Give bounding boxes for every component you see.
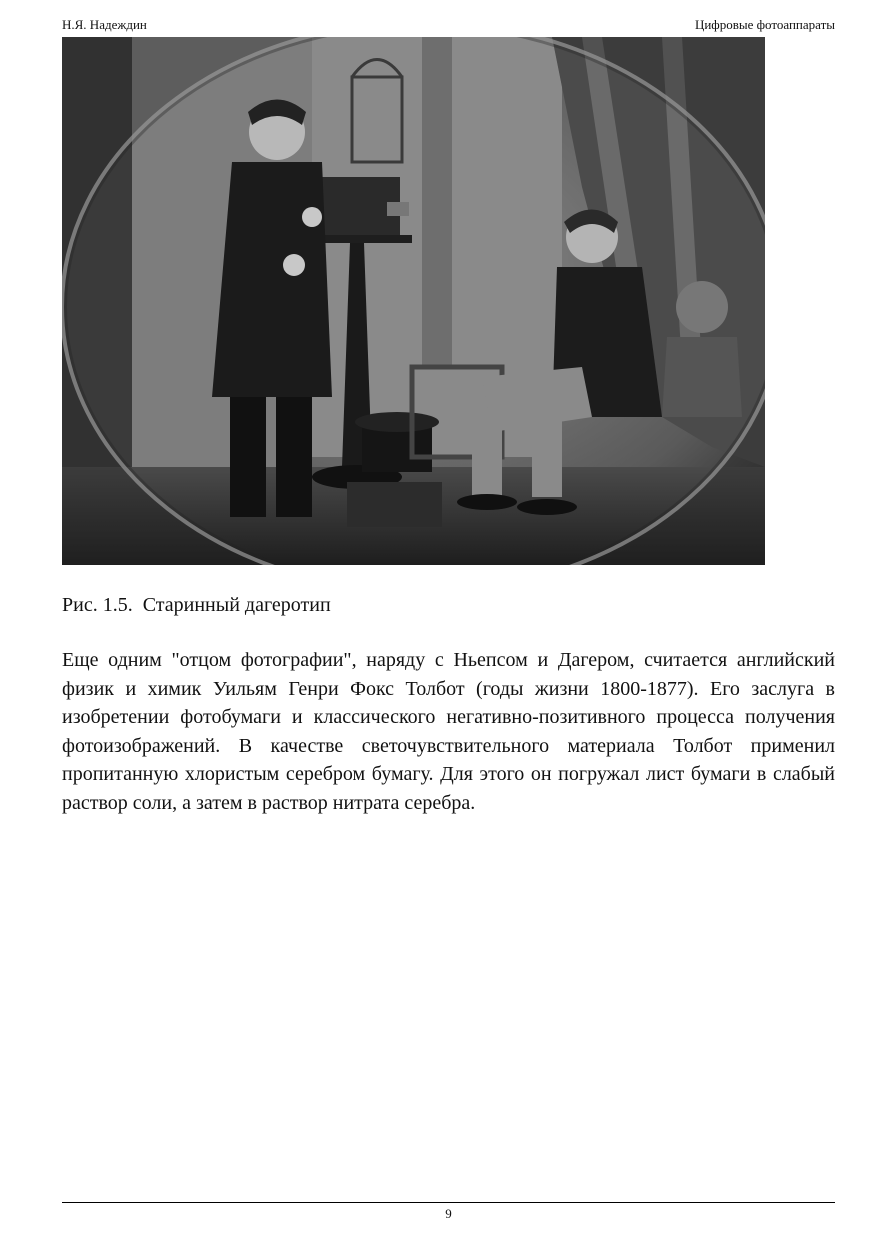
running-header-author: Н.Я. Надеждин bbox=[62, 17, 147, 32]
figure-caption: Рис. 1.5. Старинный дагеротип bbox=[62, 594, 331, 616]
running-header-title: Цифровые фотоаппараты bbox=[694, 17, 835, 32]
page-number: 9 bbox=[445, 1206, 452, 1221]
footer-rule bbox=[62, 1202, 835, 1203]
body-paragraph: Еще одним "отцом фотографии", наряду с Ньепсом и Дагером, считается английский физик и химик Уильям Генри Фокс Толбот (годы жизни 1800-1877). Его заслуга в изобретении фотобумаги и классического негативно-позитивного процесса получения фотоизображений. В качестве светочувствительного материала Толбот применил пропитанную хлористым серебром бумагу. Для этого он погружал лист бумаги в слабый раствор соли, а затем в раствор нитрата серебра. bbox=[62, 649, 835, 814]
daguerreotype-photo bbox=[62, 37, 765, 565]
